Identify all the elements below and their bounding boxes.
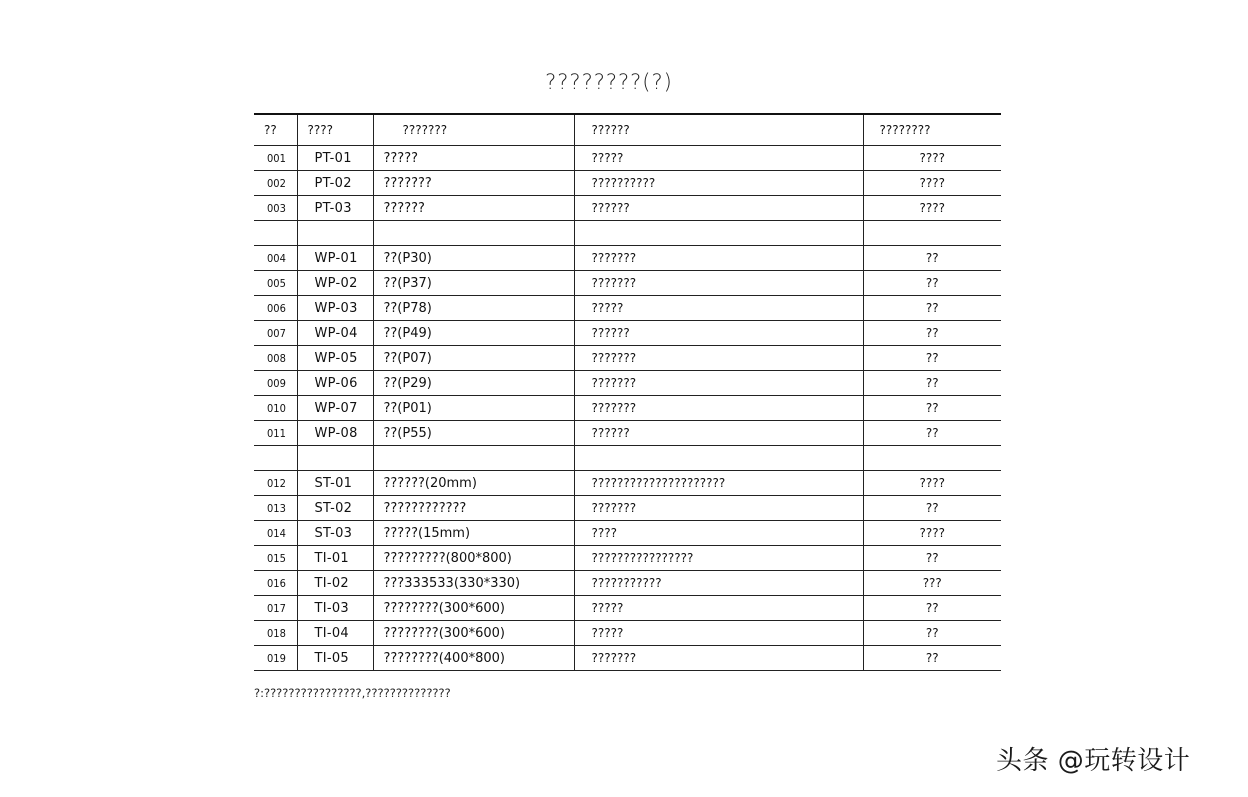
- cell-name: ????????(300*600): [373, 621, 574, 646]
- cell-name: ????????(300*600): [373, 596, 574, 621]
- column-header-location: ????????: [863, 114, 1001, 146]
- cell-code: TI-02: [297, 571, 373, 596]
- table-row: [254, 646, 1001, 671]
- cell-name: ?????: [373, 146, 574, 171]
- table-row: [254, 346, 1001, 371]
- cell-code: WP-02: [297, 271, 373, 296]
- material-schedule-table: [254, 113, 1001, 671]
- cell-location: ????: [863, 471, 1001, 496]
- cell-no: 010: [254, 396, 297, 421]
- table-row: [254, 421, 1001, 446]
- cell-code: WP-01: [297, 246, 373, 271]
- table-row: [254, 246, 1001, 271]
- cell-no: 003: [254, 196, 297, 221]
- cell-code: TI-01: [297, 546, 373, 571]
- cell-location: ????: [863, 196, 1001, 221]
- column-header-name: ???????: [373, 114, 574, 146]
- cell-code: WP-07: [297, 396, 373, 421]
- table-row: [254, 196, 1001, 221]
- cell-code: WP-06: [297, 371, 373, 396]
- cell-description: [574, 221, 863, 246]
- cell-code: WP-08: [297, 421, 373, 446]
- cell-name: ??(P78): [373, 296, 574, 321]
- cell-name: [373, 446, 574, 471]
- cell-name: [373, 221, 574, 246]
- cell-name: ??????(20mm): [373, 471, 574, 496]
- cell-location: ????: [863, 521, 1001, 546]
- table-row: [254, 571, 1001, 596]
- cell-no: 011: [254, 421, 297, 446]
- cell-no: 005: [254, 271, 297, 296]
- cell-name: ??(P30): [373, 246, 574, 271]
- cell-no: 015: [254, 546, 297, 571]
- column-header-description: ??????: [574, 114, 863, 146]
- cell-location: ??: [863, 346, 1001, 371]
- cell-no: 019: [254, 646, 297, 671]
- cell-no: 016: [254, 571, 297, 596]
- cell-code: PT-03: [297, 196, 373, 221]
- cell-no: 014: [254, 521, 297, 546]
- cell-location: ????: [863, 146, 1001, 171]
- cell-description: ???????: [574, 646, 863, 671]
- cell-code: ST-01: [297, 471, 373, 496]
- cell-description: ?????: [574, 296, 863, 321]
- table-row: [254, 496, 1001, 521]
- cell-no: 009: [254, 371, 297, 396]
- cell-no: 004: [254, 246, 297, 271]
- cell-no: 001: [254, 146, 297, 171]
- cell-description: ???????: [574, 246, 863, 271]
- cell-location: ??: [863, 246, 1001, 271]
- cell-no: 013: [254, 496, 297, 521]
- cell-name: ??(P49): [373, 321, 574, 346]
- cell-code: PT-02: [297, 171, 373, 196]
- cell-location: ??: [863, 371, 1001, 396]
- cell-name: ????????????: [373, 496, 574, 521]
- cell-code: PT-01: [297, 146, 373, 171]
- cell-description: [574, 446, 863, 471]
- cell-no: [254, 221, 297, 246]
- cell-name: ??(P07): [373, 346, 574, 371]
- column-header-no: ??: [254, 114, 297, 146]
- watermark-label: 头条 @玩转设计: [996, 746, 1191, 776]
- table-row: [254, 396, 1001, 421]
- cell-no: [254, 446, 297, 471]
- table-row: [254, 621, 1001, 646]
- cell-no: 018: [254, 621, 297, 646]
- table-row: [254, 371, 1001, 396]
- table-header-row: [254, 114, 1001, 146]
- cell-no: 012: [254, 471, 297, 496]
- table-row: [254, 546, 1001, 571]
- cell-description: ???????: [574, 496, 863, 521]
- cell-description: ?????: [574, 146, 863, 171]
- cell-no: 008: [254, 346, 297, 371]
- cell-location: [863, 446, 1001, 471]
- cell-code: WP-04: [297, 321, 373, 346]
- cell-code: TI-04: [297, 621, 373, 646]
- cell-location: ??: [863, 546, 1001, 571]
- cell-name: ?????????(800*800): [373, 546, 574, 571]
- cell-description: ???????: [574, 371, 863, 396]
- table-row: [254, 521, 1001, 546]
- cell-location: ??: [863, 271, 1001, 296]
- cell-code: [297, 221, 373, 246]
- cell-name: ??????: [373, 196, 574, 221]
- cell-description: ??????: [574, 321, 863, 346]
- cell-description: ??????????: [574, 171, 863, 196]
- cell-no: 006: [254, 296, 297, 321]
- cell-name: ??(P29): [373, 371, 574, 396]
- cell-name: ?????(15mm): [373, 521, 574, 546]
- cell-name: ???????: [373, 171, 574, 196]
- cell-code: WP-03: [297, 296, 373, 321]
- cell-location: ???: [863, 571, 1001, 596]
- cell-description: ???????: [574, 346, 863, 371]
- cell-description: ????: [574, 521, 863, 546]
- cell-description: ???????: [574, 396, 863, 421]
- cell-code: TI-03: [297, 596, 373, 621]
- cell-description: ???????????: [574, 571, 863, 596]
- table-row-spacer: [254, 446, 1001, 471]
- cell-description: ?????: [574, 596, 863, 621]
- cell-name: ??(P55): [373, 421, 574, 446]
- table-row: [254, 321, 1001, 346]
- cell-location: ????: [863, 171, 1001, 196]
- cell-code: ST-03: [297, 521, 373, 546]
- cell-description: ???????: [574, 271, 863, 296]
- cell-code: [297, 446, 373, 471]
- cell-location: ??: [863, 396, 1001, 421]
- cell-code: ST-02: [297, 496, 373, 521]
- cell-name: ????????(400*800): [373, 646, 574, 671]
- cell-location: ??: [863, 496, 1001, 521]
- cell-no: 002: [254, 171, 297, 196]
- table-row-spacer: [254, 221, 1001, 246]
- cell-code: WP-05: [297, 346, 373, 371]
- cell-description: ?????: [574, 621, 863, 646]
- cell-description: ??????: [574, 421, 863, 446]
- column-header-code: ????: [297, 114, 373, 146]
- cell-location: ??: [863, 621, 1001, 646]
- cell-location: ??: [863, 646, 1001, 671]
- page-title: ????????(?): [545, 70, 673, 94]
- cell-name: ??(P37): [373, 271, 574, 296]
- table-row: [254, 296, 1001, 321]
- cell-description: ??????: [574, 196, 863, 221]
- cell-location: ??: [863, 596, 1001, 621]
- cell-code: TI-05: [297, 646, 373, 671]
- cell-location: ??: [863, 296, 1001, 321]
- cell-location: ??: [863, 421, 1001, 446]
- cell-name: ??(P01): [373, 396, 574, 421]
- cell-location: [863, 221, 1001, 246]
- cell-description: ????????????????: [574, 546, 863, 571]
- table-body: [254, 146, 1001, 671]
- table-row: [254, 471, 1001, 496]
- cell-no: 007: [254, 321, 297, 346]
- cell-description: ?????????????????????: [574, 471, 863, 496]
- footnote: ?:????????????????,??????????????: [254, 686, 451, 700]
- table-row: [254, 171, 1001, 196]
- table-row: [254, 596, 1001, 621]
- cell-location: ??: [863, 321, 1001, 346]
- table-row: [254, 146, 1001, 171]
- cell-no: 017: [254, 596, 297, 621]
- table-row: [254, 271, 1001, 296]
- cell-name: ???333533(330*330): [373, 571, 574, 596]
